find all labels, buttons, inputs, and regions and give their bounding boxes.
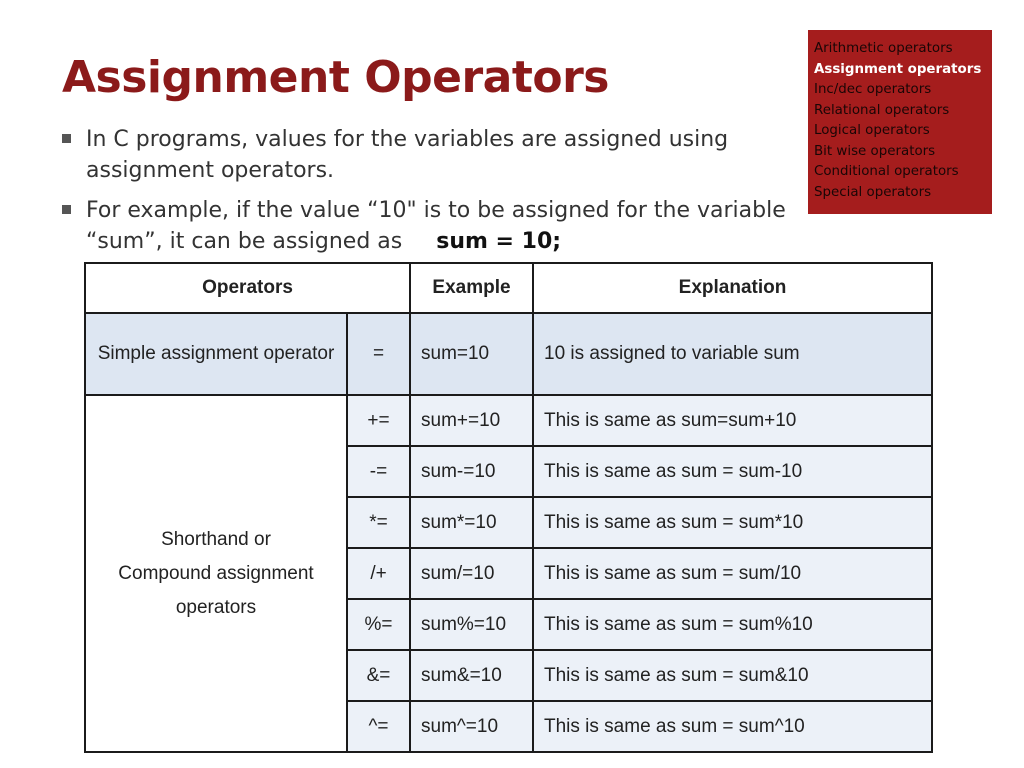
topic-nav-item-logical[interactable]: Logical operators	[814, 123, 930, 138]
example-cell: sum/=10	[410, 548, 533, 599]
bullet-text: In C programs, values for the variables are assigned using assignment operators.	[86, 127, 729, 183]
example-cell: sum=10	[410, 313, 533, 395]
category-compound-line: operators	[175, 596, 257, 618]
operator-cell: %=	[347, 599, 410, 650]
example-cell: sum^=10	[410, 701, 533, 752]
category-compound-line: Compound assignment	[118, 562, 314, 584]
table-row	[85, 395, 932, 446]
topic-nav-item-relational[interactable]: Relational operators	[814, 102, 950, 118]
operators-table-container	[84, 262, 933, 752]
bullet-item	[62, 124, 802, 186]
topic-nav-panel	[808, 30, 992, 214]
topic-nav-item-assignment[interactable]: Assignment operators	[814, 61, 982, 77]
square-bullet-icon	[62, 134, 71, 143]
bullet-text: For example, if the value “10" is to be assigned for the variable “sum”, it can be assigned as	[86, 198, 786, 254]
operator-cell: ^=	[347, 701, 410, 752]
explanation-cell: This is same as sum = sum/10	[533, 548, 932, 599]
square-bullet-icon	[62, 205, 71, 214]
explanation-cell: This is same as sum = sum*10	[533, 497, 932, 548]
category-simple: Simple assignment operator	[85, 313, 347, 395]
bullet-item	[62, 195, 802, 257]
operators-table	[84, 262, 933, 753]
example-cell: sum%=10	[410, 599, 533, 650]
topic-nav-item-special[interactable]: Special operators	[814, 184, 932, 200]
topic-nav-item-arithmetic[interactable]: Arithmetic operators	[814, 41, 953, 56]
code-example: sum = 10;	[436, 229, 562, 254]
category-compound	[85, 395, 347, 752]
bullet-list	[62, 124, 802, 266]
explanation-cell: This is same as sum = sum%10	[533, 599, 932, 650]
explanation-cell: This is same as sum = sum^10	[533, 701, 932, 752]
operator-cell: /+	[347, 548, 410, 599]
explanation-cell: This is same as sum = sum-10	[533, 446, 932, 497]
page-title: Assignment Operators	[62, 52, 609, 103]
topic-nav-item-conditional[interactable]: Conditional operators	[814, 164, 959, 179]
operator-cell: =	[347, 313, 410, 395]
example-cell: sum+=10	[410, 395, 533, 446]
operator-cell: &=	[347, 650, 410, 701]
category-compound-line: Shorthand or	[161, 528, 271, 550]
table-header-row	[85, 263, 932, 313]
explanation-cell: 10 is assigned to variable sum	[533, 313, 932, 395]
operator-cell: *=	[347, 497, 410, 548]
header-example: Example	[410, 263, 533, 313]
explanation-cell: This is same as sum=sum+10	[533, 395, 932, 446]
header-operators: Operators	[85, 263, 410, 313]
example-cell: sum-=10	[410, 446, 533, 497]
example-cell: sum*=10	[410, 497, 533, 548]
topic-nav-item-bitwise[interactable]: Bit wise operators	[814, 143, 936, 159]
table-row	[85, 313, 932, 395]
example-cell: sum&=10	[410, 650, 533, 701]
operator-cell: -=	[347, 446, 410, 497]
topic-nav-item-incdec[interactable]: Inc/dec operators	[814, 82, 932, 97]
explanation-cell: This is same as sum = sum&10	[533, 650, 932, 701]
operator-cell: +=	[347, 395, 410, 446]
header-explanation: Explanation	[533, 263, 932, 313]
